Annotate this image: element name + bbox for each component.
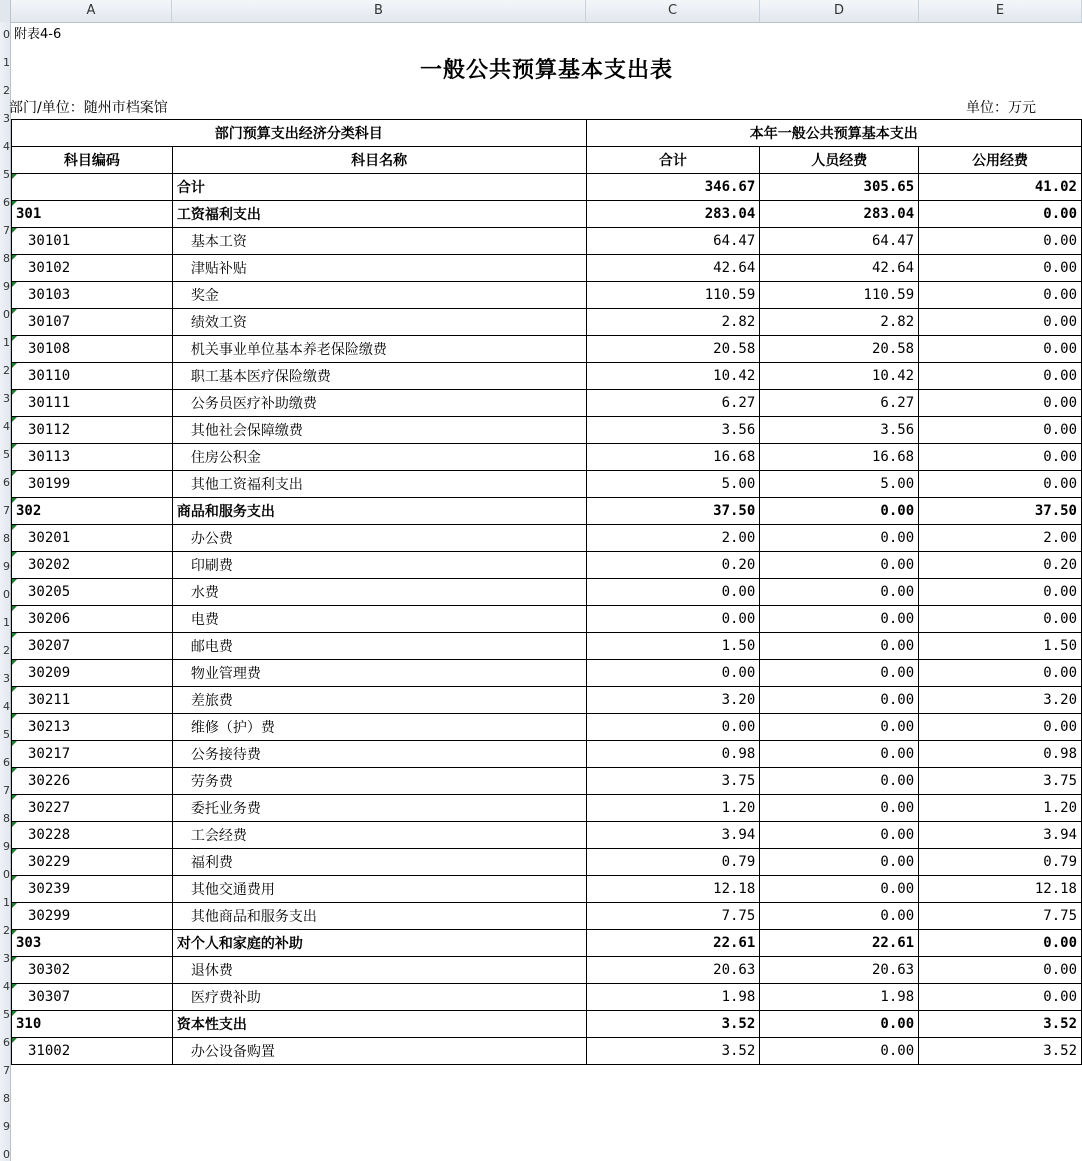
cell-total[interactable]: 3.20 bbox=[586, 687, 760, 714]
row-number[interactable]: 1 bbox=[3, 616, 10, 629]
cell-public[interactable]: 0.00 bbox=[919, 984, 1082, 1011]
row-number[interactable]: 7 bbox=[3, 504, 10, 517]
cell-code[interactable]: 30299 bbox=[12, 903, 173, 930]
cell-public[interactable]: 0.00 bbox=[919, 282, 1082, 309]
header-row-group bbox=[12, 120, 1082, 147]
table-row bbox=[12, 201, 1082, 228]
cell-total[interactable]: 3.75 bbox=[586, 768, 760, 795]
cell-total[interactable]: 2.00 bbox=[586, 525, 760, 552]
cell-name[interactable]: 住房公积金 bbox=[172, 444, 586, 471]
cell-code[interactable]: 30211 bbox=[12, 687, 173, 714]
cell-personnel[interactable]: 0.00 bbox=[760, 714, 919, 741]
table-row bbox=[12, 633, 1082, 660]
cell-name[interactable]: 工资福利支出 bbox=[172, 201, 586, 228]
row-number[interactable]: 4 bbox=[3, 980, 10, 993]
table-row bbox=[12, 903, 1082, 930]
cell-personnel[interactable]: 1.98 bbox=[760, 984, 919, 1011]
row-number[interactable]: 3 bbox=[3, 952, 10, 965]
cell-name[interactable]: 劳务费 bbox=[172, 768, 586, 795]
cell-personnel[interactable]: 5.00 bbox=[760, 471, 919, 498]
row-number[interactable]: 1 bbox=[3, 56, 10, 69]
cell-personnel[interactable]: 0.00 bbox=[760, 876, 919, 903]
row-number[interactable]: 0 bbox=[3, 308, 10, 321]
cell-code[interactable]: 30110 bbox=[12, 363, 173, 390]
row-number[interactable]: 3 bbox=[3, 672, 10, 685]
cell-code[interactable]: 303 bbox=[12, 930, 173, 957]
row-number[interactable]: 4 bbox=[3, 700, 10, 713]
row-number[interactable]: 0 bbox=[3, 588, 10, 601]
table-row bbox=[12, 768, 1082, 795]
cell-total[interactable]: 1.98 bbox=[586, 984, 760, 1011]
cell-total[interactable]: 1.20 bbox=[586, 795, 760, 822]
cell-total[interactable]: 110.59 bbox=[586, 282, 760, 309]
cell-personnel[interactable]: 0.00 bbox=[760, 768, 919, 795]
cell-name[interactable]: 办公设备购置 bbox=[172, 1038, 586, 1065]
cell-total[interactable]: 283.04 bbox=[586, 201, 760, 228]
table-row bbox=[12, 660, 1082, 687]
cell-personnel[interactable]: 0.00 bbox=[760, 1011, 919, 1038]
cell-public[interactable]: 0.00 bbox=[919, 309, 1082, 336]
cell-personnel[interactable]: 20.58 bbox=[760, 336, 919, 363]
cell-personnel[interactable]: 6.27 bbox=[760, 390, 919, 417]
cell-code[interactable]: 31002 bbox=[12, 1038, 173, 1065]
table-row bbox=[12, 822, 1082, 849]
table-row bbox=[12, 174, 1082, 201]
cell-code[interactable]: 30227 bbox=[12, 795, 173, 822]
cell-code[interactable]: 30229 bbox=[12, 849, 173, 876]
row-number[interactable]: 6 bbox=[3, 1036, 10, 1049]
row-number-gutter[interactable] bbox=[0, 22, 11, 1161]
table-row bbox=[12, 363, 1082, 390]
cell-public[interactable]: 0.00 bbox=[919, 714, 1082, 741]
cell-public[interactable]: 0.00 bbox=[919, 336, 1082, 363]
cell-total[interactable]: 0.20 bbox=[586, 552, 760, 579]
table-row bbox=[12, 228, 1082, 255]
cell-total[interactable]: 12.18 bbox=[586, 876, 760, 903]
row-number[interactable]: 6 bbox=[3, 196, 10, 209]
cell-name[interactable]: 电费 bbox=[172, 606, 586, 633]
cell-code[interactable]: 30226 bbox=[12, 768, 173, 795]
page-title: 一般公共预算基本支出表 bbox=[419, 57, 673, 83]
budget-table bbox=[11, 119, 1082, 1065]
cell-total[interactable]: 0.98 bbox=[586, 741, 760, 768]
cell-total[interactable]: 346.67 bbox=[586, 174, 760, 201]
cell-code[interactable]: 30213 bbox=[12, 714, 173, 741]
cell-name[interactable]: 维修（护）费 bbox=[172, 714, 586, 741]
cell-public[interactable]: 0.00 bbox=[919, 957, 1082, 984]
cell-name[interactable]: 医疗费补助 bbox=[172, 984, 586, 1011]
cell-total[interactable]: 22.61 bbox=[586, 930, 760, 957]
cell-total[interactable]: 42.64 bbox=[586, 255, 760, 282]
cell-personnel[interactable]: 10.42 bbox=[760, 363, 919, 390]
table-row bbox=[12, 255, 1082, 282]
column-header-d[interactable]: D bbox=[760, 0, 919, 22]
cell-total[interactable]: 2.82 bbox=[586, 309, 760, 336]
cell-personnel[interactable]: 0.00 bbox=[760, 525, 919, 552]
cell-name[interactable]: 水费 bbox=[172, 579, 586, 606]
cell-name[interactable]: 退休费 bbox=[172, 957, 586, 984]
row-number[interactable]: 2 bbox=[3, 364, 10, 377]
cell-name[interactable]: 差旅费 bbox=[172, 687, 586, 714]
cell-name[interactable]: 绩效工资 bbox=[172, 309, 586, 336]
cell-total[interactable]: 1.50 bbox=[586, 633, 760, 660]
cell-personnel[interactable]: 0.00 bbox=[760, 579, 919, 606]
cell-name[interactable]: 合计 bbox=[172, 174, 586, 201]
cell-total[interactable]: 0.00 bbox=[586, 714, 760, 741]
row-number[interactable]: 6 bbox=[3, 476, 10, 489]
cell-public[interactable]: 1.50 bbox=[919, 633, 1082, 660]
cell-total[interactable]: 0.00 bbox=[586, 579, 760, 606]
table-row bbox=[12, 309, 1082, 336]
header-personnel[interactable]: 人员经费 bbox=[760, 147, 919, 174]
row-number[interactable]: 3 bbox=[3, 112, 10, 125]
cell-personnel[interactable]: 0.00 bbox=[760, 903, 919, 930]
cell-public[interactable]: 7.75 bbox=[919, 903, 1082, 930]
table-row bbox=[12, 417, 1082, 444]
cell-personnel[interactable]: 0.00 bbox=[760, 741, 919, 768]
cell-code[interactable]: 301 bbox=[12, 201, 173, 228]
header-left-group[interactable]: 部门预算支出经济分类科目 bbox=[12, 120, 587, 147]
row-number[interactable]: 0 bbox=[3, 1148, 10, 1161]
cell-total[interactable]: 64.47 bbox=[586, 228, 760, 255]
table-row bbox=[12, 1011, 1082, 1038]
cell-name[interactable]: 印刷费 bbox=[172, 552, 586, 579]
cell-code[interactable]: 30207 bbox=[12, 633, 173, 660]
cell-personnel[interactable]: 42.64 bbox=[760, 255, 919, 282]
row-number[interactable]: 5 bbox=[3, 168, 10, 181]
header-right-group[interactable]: 本年一般公共预算基本支出 bbox=[586, 120, 1082, 147]
cell-code[interactable]: 30102 bbox=[12, 255, 173, 282]
table-row bbox=[12, 606, 1082, 633]
cell-name[interactable]: 其他工资福利支出 bbox=[172, 471, 586, 498]
row-number[interactable]: 7 bbox=[3, 784, 10, 797]
cell-code[interactable]: 30202 bbox=[12, 552, 173, 579]
column-header-c[interactable]: C bbox=[586, 0, 760, 22]
spreadsheet-area bbox=[11, 22, 1082, 1161]
cell-code[interactable]: 30228 bbox=[12, 822, 173, 849]
cell-total[interactable]: 0.00 bbox=[586, 606, 760, 633]
row-number[interactable]: 1 bbox=[3, 336, 10, 349]
cell-personnel[interactable]: 64.47 bbox=[760, 228, 919, 255]
header-code[interactable]: 科目编码 bbox=[12, 147, 173, 174]
cell-total[interactable]: 3.52 bbox=[586, 1038, 760, 1065]
cell-public[interactable]: 0.00 bbox=[919, 930, 1082, 957]
cell-code[interactable]: 30201 bbox=[12, 525, 173, 552]
cell-public[interactable]: 0.79 bbox=[919, 849, 1082, 876]
cell-total[interactable]: 3.56 bbox=[586, 417, 760, 444]
table-row bbox=[12, 849, 1082, 876]
cell-public[interactable]: 0.00 bbox=[919, 228, 1082, 255]
cell-public[interactable]: 2.00 bbox=[919, 525, 1082, 552]
cell-name[interactable]: 其他交通费用 bbox=[172, 876, 586, 903]
attachment-label: 附表4-6 bbox=[14, 27, 62, 42]
table-row bbox=[12, 984, 1082, 1011]
cell-public[interactable]: 0.00 bbox=[919, 660, 1082, 687]
cell-code[interactable]: 30107 bbox=[12, 309, 173, 336]
cell-name[interactable]: 公务接待费 bbox=[172, 741, 586, 768]
row-number[interactable]: 5 bbox=[3, 728, 10, 741]
table-row bbox=[12, 336, 1082, 363]
cell-code[interactable]: 30113 bbox=[12, 444, 173, 471]
cell-code[interactable]: 30239 bbox=[12, 876, 173, 903]
row-number[interactable]: 6 bbox=[3, 756, 10, 769]
row-number[interactable]: 5 bbox=[3, 448, 10, 461]
department-label: 部门/单位：随州市档案馆 bbox=[9, 100, 168, 116]
cell-code[interactable]: 30209 bbox=[12, 660, 173, 687]
cell-personnel[interactable]: 20.63 bbox=[760, 957, 919, 984]
cell-total[interactable]: 6.27 bbox=[586, 390, 760, 417]
cell-total[interactable]: 20.63 bbox=[586, 957, 760, 984]
table-row bbox=[12, 876, 1082, 903]
cell-public[interactable]: 3.75 bbox=[919, 768, 1082, 795]
cell-code[interactable]: 30217 bbox=[12, 741, 173, 768]
cell-public[interactable]: 0.00 bbox=[919, 363, 1082, 390]
unit-label: 单位：万元 bbox=[966, 100, 1036, 116]
cell-personnel[interactable]: 0.00 bbox=[760, 633, 919, 660]
table-row bbox=[12, 471, 1082, 498]
header-name[interactable]: 科目名称 bbox=[172, 147, 586, 174]
table-row bbox=[12, 525, 1082, 552]
cell-public[interactable]: 0.00 bbox=[919, 444, 1082, 471]
cell-personnel[interactable]: 22.61 bbox=[760, 930, 919, 957]
cell-personnel[interactable]: 16.68 bbox=[760, 444, 919, 471]
table-row bbox=[12, 552, 1082, 579]
cell-public[interactable]: 12.18 bbox=[919, 876, 1082, 903]
row-number[interactable]: 3 bbox=[3, 392, 10, 405]
cell-code[interactable]: 30302 bbox=[12, 957, 173, 984]
cell-public[interactable]: 0.00 bbox=[919, 471, 1082, 498]
header-public[interactable]: 公用经费 bbox=[919, 147, 1082, 174]
cell-name[interactable]: 资本性支出 bbox=[172, 1011, 586, 1038]
table-row bbox=[12, 795, 1082, 822]
cell-personnel[interactable]: 0.00 bbox=[760, 1038, 919, 1065]
cell-public[interactable]: 0.98 bbox=[919, 741, 1082, 768]
cell-name[interactable]: 津贴补贴 bbox=[172, 255, 586, 282]
cell-total[interactable]: 20.58 bbox=[586, 336, 760, 363]
cell-code[interactable]: 30101 bbox=[12, 228, 173, 255]
table-row bbox=[12, 687, 1082, 714]
cell-total[interactable]: 3.52 bbox=[586, 1011, 760, 1038]
table-row bbox=[12, 714, 1082, 741]
cell-total[interactable]: 0.00 bbox=[586, 660, 760, 687]
table-row bbox=[12, 741, 1082, 768]
row-number[interactable]: 7 bbox=[3, 224, 10, 237]
table-row bbox=[12, 957, 1082, 984]
cell-personnel[interactable]: 0.00 bbox=[760, 849, 919, 876]
cell-name[interactable]: 其他社会保障缴费 bbox=[172, 417, 586, 444]
cell-name[interactable]: 机关事业单位基本养老保险缴费 bbox=[172, 336, 586, 363]
cell-code[interactable]: 30111 bbox=[12, 390, 173, 417]
cell-total[interactable]: 0.79 bbox=[586, 849, 760, 876]
table-row bbox=[12, 282, 1082, 309]
cell-personnel[interactable]: 0.00 bbox=[760, 606, 919, 633]
table-row bbox=[12, 390, 1082, 417]
column-header-bar bbox=[0, 0, 1082, 23]
cell-public[interactable]: 37.50 bbox=[919, 498, 1082, 525]
cell-total[interactable]: 10.42 bbox=[586, 363, 760, 390]
table-row bbox=[12, 579, 1082, 606]
cell-total[interactable]: 5.00 bbox=[586, 471, 760, 498]
cell-total[interactable]: 3.94 bbox=[586, 822, 760, 849]
row-number[interactable]: 5 bbox=[3, 1008, 10, 1021]
cell-name[interactable]: 福利费 bbox=[172, 849, 586, 876]
row-number[interactable]: 9 bbox=[3, 280, 10, 293]
cell-public[interactable]: 1.20 bbox=[919, 795, 1082, 822]
row-number[interactable]: 2 bbox=[3, 924, 10, 937]
table-row bbox=[12, 498, 1082, 525]
row-number[interactable]: 8 bbox=[3, 252, 10, 265]
cell-name[interactable]: 商品和服务支出 bbox=[172, 498, 586, 525]
cell-personnel[interactable]: 305.65 bbox=[760, 174, 919, 201]
cell-total[interactable]: 7.75 bbox=[586, 903, 760, 930]
row-number[interactable]: 8 bbox=[3, 532, 10, 545]
row-number[interactable]: 9 bbox=[3, 840, 10, 853]
row-number[interactable]: 2 bbox=[3, 84, 10, 97]
select-all-corner[interactable] bbox=[0, 0, 11, 22]
table-row bbox=[12, 444, 1082, 471]
cell-name[interactable]: 物业管理费 bbox=[172, 660, 586, 687]
row-number[interactable]: 2 bbox=[3, 644, 10, 657]
cell-public[interactable]: 3.20 bbox=[919, 687, 1082, 714]
cell-public[interactable]: 0.00 bbox=[919, 390, 1082, 417]
row-number[interactable]: 9 bbox=[3, 560, 10, 573]
cell-personnel[interactable]: 0.00 bbox=[760, 822, 919, 849]
cell-name[interactable]: 工会经费 bbox=[172, 822, 586, 849]
cell-code[interactable]: 30206 bbox=[12, 606, 173, 633]
cell-public[interactable]: 0.00 bbox=[919, 255, 1082, 282]
cell-code[interactable]: 302 bbox=[12, 498, 173, 525]
cell-code[interactable]: 30112 bbox=[12, 417, 173, 444]
row-number[interactable]: 4 bbox=[3, 140, 10, 153]
row-number[interactable]: 7 bbox=[3, 1064, 10, 1077]
cell-code[interactable]: 30108 bbox=[12, 336, 173, 363]
row-number[interactable]: 8 bbox=[3, 812, 10, 825]
cell-name[interactable]: 邮电费 bbox=[172, 633, 586, 660]
cell-public[interactable]: 0.00 bbox=[919, 417, 1082, 444]
cell-code[interactable]: 30307 bbox=[12, 984, 173, 1011]
cell-personnel[interactable]: 0.00 bbox=[760, 687, 919, 714]
cell-name[interactable]: 基本工资 bbox=[172, 228, 586, 255]
cell-code[interactable] bbox=[12, 174, 173, 201]
row-number[interactable]: 0 bbox=[3, 28, 10, 41]
cell-public[interactable]: 0.00 bbox=[919, 201, 1082, 228]
cell-personnel[interactable]: 0.00 bbox=[760, 552, 919, 579]
cell-public[interactable]: 3.94 bbox=[919, 822, 1082, 849]
cell-total[interactable]: 16.68 bbox=[586, 444, 760, 471]
row-number[interactable]: 1 bbox=[3, 896, 10, 909]
cell-personnel[interactable]: 283.04 bbox=[760, 201, 919, 228]
cell-public[interactable]: 3.52 bbox=[919, 1038, 1082, 1065]
cell-personnel[interactable]: 0.00 bbox=[760, 795, 919, 822]
header-total[interactable]: 合计 bbox=[586, 147, 760, 174]
cell-code[interactable]: 30103 bbox=[12, 282, 173, 309]
cell-personnel[interactable]: 0.00 bbox=[760, 498, 919, 525]
row-number[interactable]: 4 bbox=[3, 420, 10, 433]
cell-personnel[interactable]: 0.00 bbox=[760, 660, 919, 687]
cell-personnel[interactable]: 110.59 bbox=[760, 282, 919, 309]
cell-public[interactable]: 41.02 bbox=[919, 174, 1082, 201]
column-header-b[interactable]: B bbox=[172, 0, 586, 22]
cell-name[interactable]: 对个人和家庭的补助 bbox=[172, 930, 586, 957]
column-header-e[interactable]: E bbox=[919, 0, 1082, 22]
cell-name[interactable]: 委托业务费 bbox=[172, 795, 586, 822]
table-row bbox=[12, 1038, 1082, 1065]
cell-name[interactable]: 其他商品和服务支出 bbox=[172, 903, 586, 930]
row-number[interactable]: 9 bbox=[3, 1120, 10, 1133]
cell-code[interactable]: 30205 bbox=[12, 579, 173, 606]
cell-name[interactable]: 奖金 bbox=[172, 282, 586, 309]
cell-public[interactable]: 0.20 bbox=[919, 552, 1082, 579]
cell-total[interactable]: 37.50 bbox=[586, 498, 760, 525]
column-header-a[interactable]: A bbox=[11, 0, 172, 22]
cell-name[interactable]: 职工基本医疗保险缴费 bbox=[172, 363, 586, 390]
cell-personnel[interactable]: 3.56 bbox=[760, 417, 919, 444]
header-row-columns bbox=[12, 147, 1082, 174]
cell-name[interactable]: 公务员医疗补助缴费 bbox=[172, 390, 586, 417]
row-number[interactable]: 8 bbox=[3, 1092, 10, 1105]
cell-public[interactable]: 0.00 bbox=[919, 606, 1082, 633]
cell-code[interactable]: 30199 bbox=[12, 471, 173, 498]
cell-public[interactable]: 0.00 bbox=[919, 579, 1082, 606]
row-number[interactable]: 0 bbox=[3, 868, 10, 881]
cell-public[interactable]: 3.52 bbox=[919, 1011, 1082, 1038]
cell-personnel[interactable]: 2.82 bbox=[760, 309, 919, 336]
table-row bbox=[12, 930, 1082, 957]
cell-code[interactable]: 310 bbox=[12, 1011, 173, 1038]
cell-name[interactable]: 办公费 bbox=[172, 525, 586, 552]
